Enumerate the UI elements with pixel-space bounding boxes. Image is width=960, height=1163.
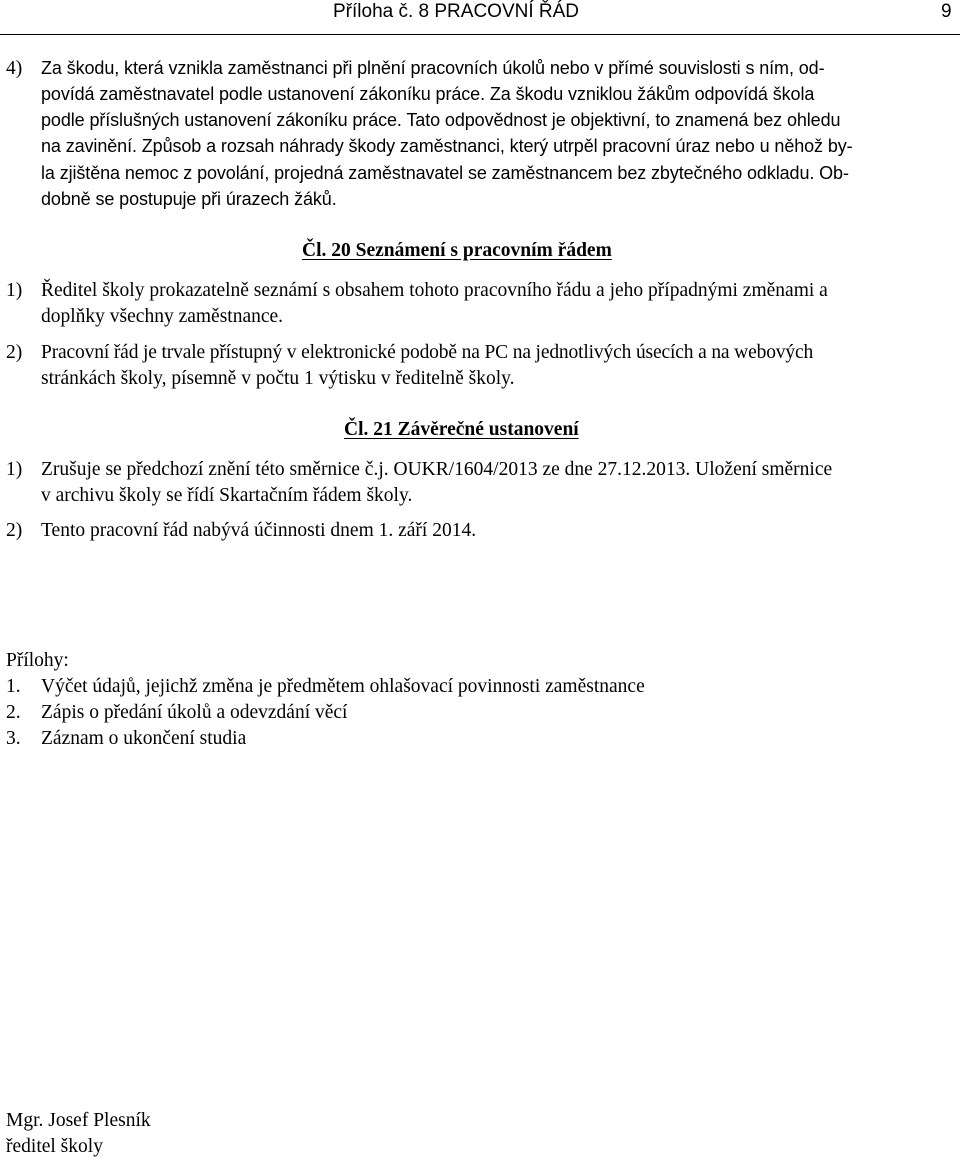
page-number: 9	[941, 1, 952, 22]
paragraph-line: podle příslušných ustanovení zákoníku práce. Tato odpovědnost je objektivní, to znamená bez ohledu	[41, 110, 841, 130]
paragraph-line: v archivu školy se řídí Skartačním řádem školy.	[41, 485, 413, 506]
paragraph-line: Pracovní řád je trvale přístupný v elektronické podobě na PC na jednotlivých úsecích a na webových	[41, 342, 814, 363]
attachments-label: Přílohy:	[6, 650, 69, 671]
list-number: 2.	[6, 702, 21, 723]
paragraph-line: Tento pracovní řád nabývá účinnosti dnem 1. září 2014.	[41, 520, 477, 541]
list-number: 1)	[6, 280, 23, 301]
paragraph-line: dobně se postupuje při úrazech žáků.	[41, 189, 337, 209]
paragraph-line: Ředitel školy prokazatelně seznámí s obsahem tohoto pracovního řádu a jeho případnými změnami a	[41, 280, 828, 301]
list-number: 3.	[6, 728, 21, 749]
list-number: 1.	[6, 676, 21, 697]
list-number: 1)	[6, 459, 23, 480]
signatory-role: ředitel školy	[6, 1136, 103, 1157]
article-heading: Čl. 21 Závěrečné ustanovení	[344, 419, 579, 440]
paragraph-line: Zrušuje se předchozí znění této směrnice č.j. OUKR/1604/2013 ze dne 27.12.2013. Uložení směrnice	[41, 459, 833, 480]
attachment-item: Zápis o předání úkolů a odevzdání věcí	[41, 702, 348, 723]
paragraph-line: Za škodu, která vznikla zaměstnanci při plnění pracovních úkolů nebo v přímé souvislosti s ním, od-	[41, 58, 825, 78]
paragraph-line: na zavinění. Způsob a rozsah náhrady škody zaměstnanci, který utrpěl pracovní úraz nebo u něhož by-	[41, 136, 853, 156]
attachment-item: Záznam o ukončení studia	[41, 728, 247, 749]
list-number: 2)	[6, 520, 23, 541]
paragraph-line: la zjištěna nemoc z povolání, projedná zaměstnavatel se zaměstnancem bez zbytečného odkladu. Ob-	[41, 163, 849, 183]
paragraph-line: povídá zaměstnavatel podle ustanovení zákoníku práce. Za škodu vzniklou žákům odpovídá škola	[41, 84, 815, 104]
list-number: 2)	[6, 342, 23, 363]
header-title: Příloha č. 8 PRACOVNÍ ŘÁD	[333, 1, 580, 22]
list-number: 4)	[6, 58, 23, 79]
article-heading: Čl. 20 Seznámení s pracovním řádem	[302, 240, 612, 261]
paragraph-line: stránkách školy, písemně v počtu 1 výtisku v ředitelně školy.	[41, 368, 515, 389]
attachment-item: Výčet údajů, jejichž změna je předmětem ohlašovací povinnosti zaměstnance	[41, 676, 645, 697]
paragraph-line: doplňky všechny zaměstnance.	[41, 306, 284, 327]
header-divider	[0, 34, 960, 35]
signatory-name: Mgr. Josef Plesník	[6, 1110, 151, 1131]
